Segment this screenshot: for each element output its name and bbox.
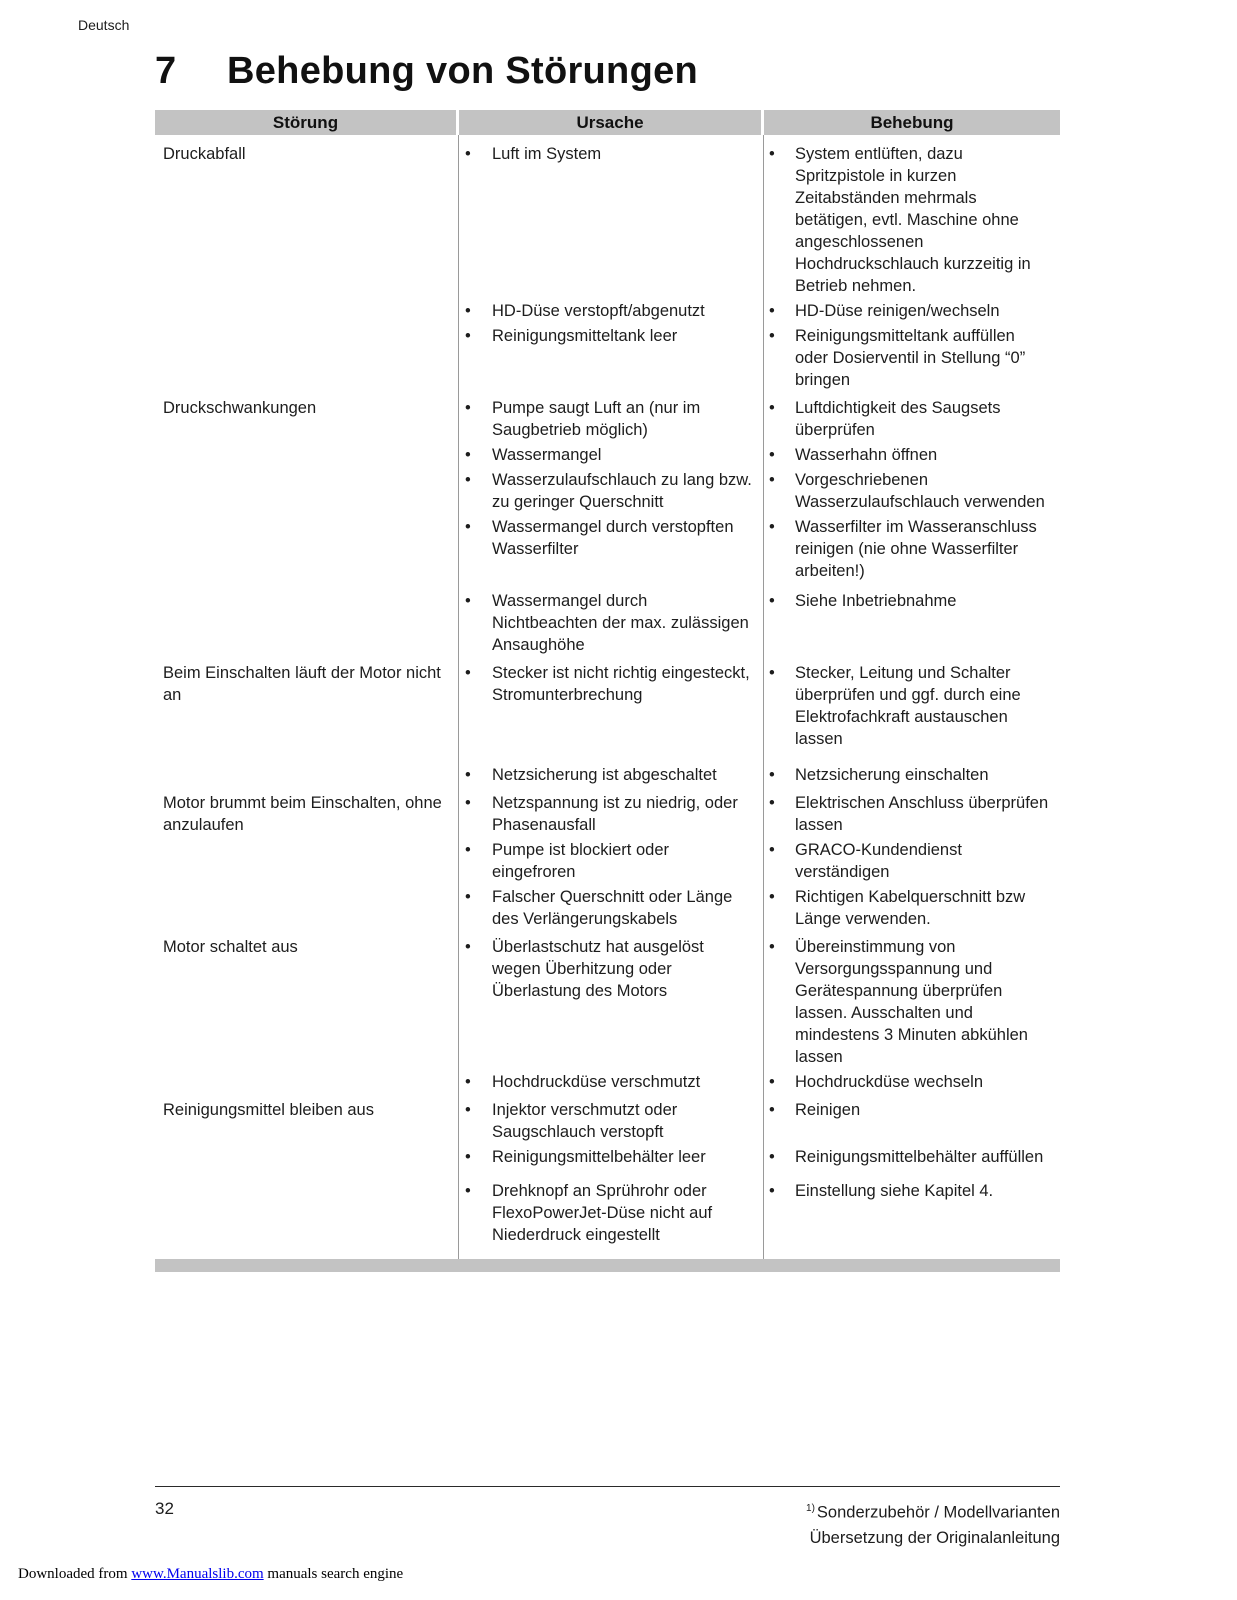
remedy-text: Elektrischen Anschluss überprüfen lassen <box>795 794 1049 834</box>
remedy-cell <box>763 1146 1060 1168</box>
bullet-icon: • <box>769 1101 775 1119</box>
cause-cell <box>458 1099 763 1143</box>
bullet-icon: • <box>769 145 775 163</box>
cause-remedy-pair <box>458 662 1060 750</box>
bullet-icon: • <box>465 399 471 417</box>
remedy-cell <box>763 886 1060 930</box>
remedy-text: HD-Düse reinigen/wechseln <box>795 302 1000 320</box>
bullet-icon: • <box>769 1182 775 1200</box>
cause-remedy-pair <box>458 1146 1060 1168</box>
bullet-icon: • <box>769 302 775 320</box>
remedy-cell <box>763 300 1060 322</box>
footer-notes <box>806 1496 1060 1551</box>
cause-cell <box>458 444 763 466</box>
problem-cell: Motor brummt beim Einschalten, ohne anzulaufen <box>163 794 442 834</box>
cause-remedy-pair <box>458 300 1060 322</box>
cause-text: Wassermangel durch verstopften Wasserfilter <box>492 518 734 558</box>
table-row <box>155 397 1060 656</box>
remedy-text: GRACO-Kundendienst verständigen <box>795 841 962 881</box>
problem-cell: Reinigungsmittel bleiben aus <box>163 1101 374 1119</box>
remedy-text: Vorgeschriebenen Wasserzulaufschlauch verwenden <box>795 471 1045 511</box>
cause-text: Wassermangel <box>492 446 602 464</box>
remedy-cell <box>763 764 1060 786</box>
remedy-cell <box>763 792 1060 836</box>
bullet-icon: • <box>769 471 775 489</box>
bullet-icon: • <box>465 766 471 784</box>
cause-remedy-pair <box>458 936 1060 1068</box>
cause-remedy-pair <box>458 590 1060 656</box>
page-content <box>155 50 1060 1272</box>
problem-cell: Druckabfall <box>163 145 246 163</box>
remedy-text: Stecker, Leitung und Schalter überprüfen und ggf. durch eine Elektrofachkraft austauschen lassen <box>795 664 1021 748</box>
table-row <box>155 662 1060 786</box>
page-title <box>155 50 1060 93</box>
remedy-text: Einstellung siehe Kapitel 4. <box>795 1182 994 1200</box>
footnote-line <box>806 1496 1060 1526</box>
cause-remedy-pair <box>458 886 1060 930</box>
remedy-text: Reinigen <box>795 1101 861 1119</box>
bullet-icon: • <box>465 592 471 610</box>
bullet-icon: • <box>769 1073 775 1091</box>
bullet-icon: • <box>465 145 471 163</box>
remedy-text: Reinigungsmitteltank auffüllen oder Dosierventil in Stellung “0” bringen <box>795 327 1026 389</box>
remedy-text: Siehe Inbetriebnahme <box>795 592 957 610</box>
cause-remedy-pair <box>458 397 1060 441</box>
remedy-cell <box>763 1099 1060 1121</box>
cause-cell <box>458 1071 763 1093</box>
bullet-icon: • <box>769 841 775 859</box>
bullet-icon: • <box>465 446 471 464</box>
cause-cell <box>458 143 763 165</box>
bullet-icon: • <box>769 518 775 536</box>
cause-text: Wassermangel durch Nichtbeachten der max. zulässigen Ansaughöhe <box>492 592 749 654</box>
bullet-icon: • <box>465 1101 471 1119</box>
bullet-icon: • <box>465 938 471 956</box>
cause-remedy-pair <box>458 792 1060 836</box>
column-divider <box>763 135 764 1259</box>
cause-remedy-pairs <box>458 1099 1060 1246</box>
cause-cell <box>458 325 763 347</box>
table-body <box>155 135 1060 1246</box>
remedy-cell <box>763 469 1060 513</box>
footnote-text: Sonderzubehör / Modellvarianten <box>816 1503 1060 1522</box>
cause-remedy-pairs <box>458 936 1060 1093</box>
cause-text: Wasserzulaufschlauch zu lang bzw. zu geringer Querschnitt <box>492 471 752 511</box>
remedy-cell <box>763 839 1060 883</box>
cause-remedy-pair <box>458 325 1060 391</box>
cause-remedy-pairs <box>458 143 1060 391</box>
cause-cell <box>458 1180 763 1246</box>
cause-cell <box>458 936 763 1002</box>
cause-remedy-pair <box>458 516 1060 582</box>
bullet-icon: • <box>769 446 775 464</box>
cause-remedy-pair <box>458 764 1060 786</box>
column-divider <box>458 135 459 1259</box>
cause-cell <box>458 590 763 656</box>
bullet-icon: • <box>769 766 775 784</box>
cause-cell <box>458 764 763 786</box>
cause-remedy-pair <box>458 839 1060 883</box>
cause-remedy-pair <box>458 1180 1060 1246</box>
remedy-cell <box>763 1180 1060 1202</box>
cause-cell <box>458 792 763 836</box>
troubleshooting-table <box>155 110 1060 1272</box>
remedy-cell <box>763 325 1060 391</box>
cause-text: Pumpe saugt Luft an (nur im Saugbetrieb möglich) <box>492 399 701 439</box>
cause-cell <box>458 662 763 706</box>
bullet-icon: • <box>769 938 775 956</box>
cause-text: Pumpe ist blockiert oder eingefroren <box>492 841 669 881</box>
problem-cell: Druckschwankungen <box>163 399 317 417</box>
cause-text: Netzsicherung ist abgeschaltet <box>492 766 717 784</box>
remedy-text: System entlüften, dazu Spritzpistole in kurzen Zeitabständen mehrmals betätigen, evtl. Maschine ohne angeschlossenen Hochdruckschlauch kurzzeitig in Betrieb nehmen. <box>795 145 1031 295</box>
cause-text: Überlastschutz hat ausgelöst wegen Überhitzung oder Überlastung des Motors <box>492 938 704 1000</box>
remedy-text: Wasserhahn öffnen <box>795 446 938 464</box>
table-row <box>155 1099 1060 1246</box>
bullet-icon: • <box>465 888 471 906</box>
chapter-title-text: Behebung von Störungen <box>227 50 699 92</box>
cause-cell <box>458 839 763 883</box>
cause-cell <box>458 469 763 513</box>
remedy-text: Hochdruckdüse wechseln <box>795 1073 984 1091</box>
bullet-icon: • <box>465 1182 471 1200</box>
cause-text: Reinigungsmitteltank leer <box>492 327 678 345</box>
bullet-icon: • <box>769 592 775 610</box>
bullet-icon: • <box>769 888 775 906</box>
page-footer <box>155 1486 1060 1551</box>
cause-remedy-pair <box>458 444 1060 466</box>
header-problem: Störung <box>155 110 456 135</box>
remedy-cell <box>763 936 1060 1068</box>
table-row <box>155 792 1060 930</box>
remedy-cell <box>763 516 1060 582</box>
watermark-suffix: manuals search engine <box>263 1566 404 1582</box>
cause-text: Falscher Querschnitt oder Länge des Verlängerungskabels <box>492 888 733 928</box>
remedy-text: Luftdichtigkeit des Saugsets überprüfen <box>795 399 1001 439</box>
language-label: Deutsch <box>78 17 130 33</box>
header-remedy: Behebung <box>764 110 1060 135</box>
remedy-text: Reinigungsmittelbehälter auffüllen <box>795 1148 1044 1166</box>
remedy-cell <box>763 590 1060 612</box>
remedy-cell <box>763 444 1060 466</box>
remedy-cell <box>763 662 1060 750</box>
footnote-marker: 1) <box>806 1503 815 1514</box>
bullet-icon: • <box>769 1148 775 1166</box>
remedy-text: Wasserfilter im Wasseranschluss reinigen (nie ohne Wasserfilter arbeiten!) <box>795 518 1037 580</box>
cause-remedy-pair <box>458 143 1060 297</box>
chapter-number: 7 <box>155 50 177 92</box>
bullet-icon: • <box>769 794 775 812</box>
cause-text: Netzspannung ist zu niedrig, oder Phasenausfall <box>492 794 738 834</box>
remedy-text: Übereinstimmung von Versorgungsspannung und Gerätespannung überprüfen lassen. Ausschalten und mindestens 3 Minuten abkühlen lassen <box>795 938 1028 1066</box>
remedy-text: Netzsicherung einschalten <box>795 766 989 784</box>
remedy-cell <box>763 143 1060 297</box>
cause-text: Injektor verschmutzt oder Saugschlauch verstopft <box>492 1101 678 1141</box>
cause-remedy-pair <box>458 469 1060 513</box>
bullet-icon: • <box>465 664 471 682</box>
bullet-icon: • <box>465 841 471 859</box>
bullet-icon: • <box>465 794 471 812</box>
remedy-text: Richtigen Kabelquerschnitt bzw Länge verwenden. <box>795 888 1026 928</box>
bullet-icon: • <box>769 399 775 417</box>
bullet-icon: • <box>465 471 471 489</box>
table-row <box>155 936 1060 1093</box>
table-bottom-bar <box>155 1259 1060 1272</box>
bullet-icon: • <box>465 302 471 320</box>
remedy-cell <box>763 1071 1060 1093</box>
cause-text: Reinigungsmittelbehälter leer <box>492 1148 706 1166</box>
problem-cell: Beim Einschalten läuft der Motor nicht an <box>163 664 441 704</box>
cause-remedy-pair <box>458 1071 1060 1093</box>
bullet-icon: • <box>465 518 471 536</box>
watermark <box>18 1566 403 1583</box>
cause-remedy-pairs <box>458 792 1060 930</box>
table-header-row <box>155 110 1060 135</box>
header-cause: Ursache <box>459 110 761 135</box>
remedy-cell <box>763 397 1060 441</box>
cause-remedy-pair <box>458 1099 1060 1143</box>
bullet-icon: • <box>465 1148 471 1166</box>
cause-text: Luft im System <box>492 145 602 163</box>
problem-cell: Motor schaltet aus <box>163 938 298 956</box>
cause-cell <box>458 300 763 322</box>
cause-cell <box>458 516 763 560</box>
cause-text: Drehknopf an Sprührohr oder FlexoPowerJet-Düse nicht auf Niederdruck eingestellt <box>492 1182 713 1244</box>
cause-text: Stecker ist nicht richtig eingesteckt, Stromunterbrechung <box>492 664 750 704</box>
translation-note: Übersetzung der Originalanleitung <box>809 1528 1060 1547</box>
cause-cell <box>458 397 763 441</box>
watermark-prefix: Downloaded from <box>18 1566 132 1582</box>
bullet-icon: • <box>769 664 775 682</box>
manualslib-link[interactable]: www.Manualslib.com <box>131 1566 264 1582</box>
cause-cell <box>458 886 763 930</box>
bullet-icon: • <box>769 327 775 345</box>
cause-remedy-pairs <box>458 397 1060 656</box>
bullet-icon: • <box>465 1073 471 1091</box>
cause-remedy-pairs <box>458 662 1060 786</box>
bullet-icon: • <box>465 327 471 345</box>
table-row <box>155 143 1060 391</box>
page-number: 32 <box>155 1499 174 1518</box>
cause-text: HD-Düse verstopft/abgenutzt <box>492 302 705 320</box>
cause-cell <box>458 1146 763 1168</box>
cause-text: Hochdruckdüse verschmutzt <box>492 1073 701 1091</box>
